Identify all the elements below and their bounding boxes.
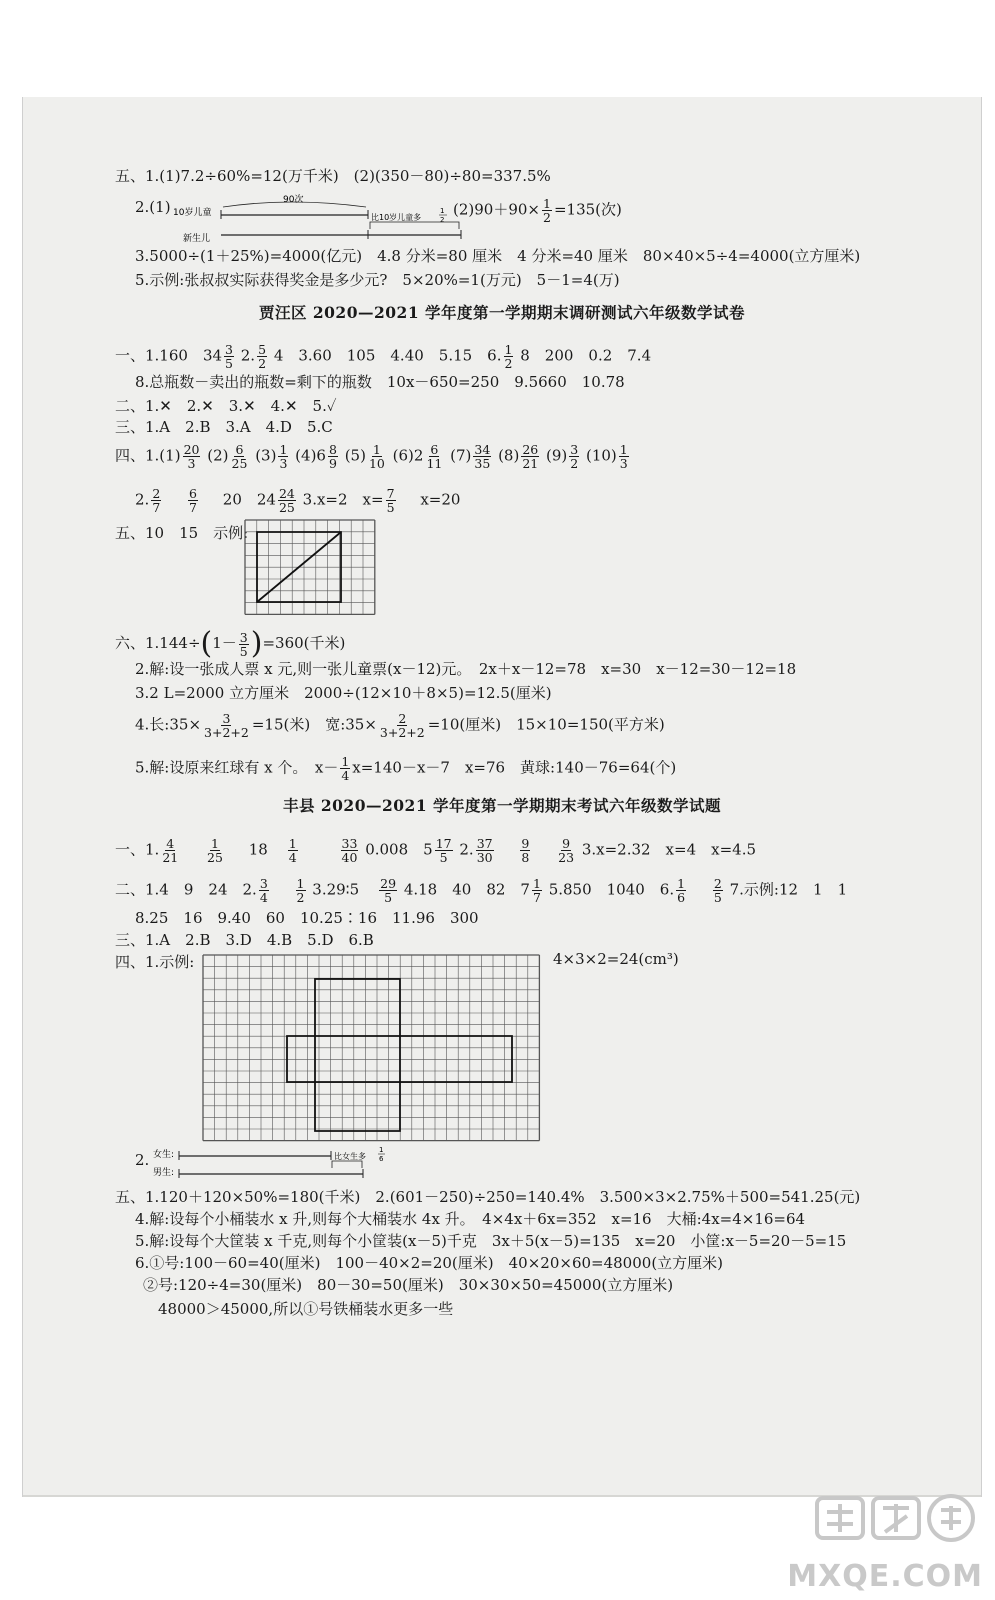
section-title: 丰县 2020—2021 学年度第一学期期末考试六年级数学试题	[282, 796, 722, 815]
answer-line: 五、1.(1)7.2÷60%=12(万千米) (2)(350－80)÷80=337.5%	[115, 167, 551, 185]
answer-line	[135, 198, 171, 216]
answer-line: (2)90＋90× $\frac{1}{2}$ =135(次)	[453, 196, 622, 225]
diagram-note: 比10岁儿童多	[371, 213, 422, 222]
answer-line: 5.示例:张叔叔实际获得奖金是多少元? 5×20%=1(万元) 5－1=4(万)	[135, 271, 620, 289]
answer-line: 3.5000÷(1＋25%)=4000(亿元) 4.8 分米=80 厘米 4 分米=40 厘米 80×40×5÷4=4000(立方厘米)	[135, 247, 861, 265]
answer-line: 3.2 L=2000 立方厘米 2000÷(12×10＋8×5)=12.5(厘米)	[135, 684, 552, 702]
answer-line: 二、1.✕ 2.✕ 3.✕ 4.✕ 5.✓	[115, 397, 337, 415]
answer-line: 五、1.120＋120×50%=180(千米) 2.(601－250)÷250=140.4% 3.500×3×2.75%＋500=541.25(元)	[115, 1188, 861, 1206]
bar-diagram	[171, 191, 471, 245]
bar-diagram	[151, 1142, 401, 1182]
answer-line: 4.解:设每个小桶装水 x 升,则每个大桶装水 4x 升。 4×4x＋6x=352 x=16 大桶:4x=4×16=64	[135, 1210, 806, 1228]
item-label: 2.(1)	[135, 198, 171, 216]
answer-line: 2. $\frac{2}{7}$ $\frac{6}{7}$ 20 24 $\frac{24}{25}$ 3.x=2 x= $\frac{7}{5}$ x=20	[135, 486, 461, 515]
answer-line: 5.解:设原来红球有 x 个。 x－ $\frac{1}{4}$ x=140－x－7 x=76 黄球:140－76=64(个)	[135, 754, 677, 783]
answer-line: 二、1.4 9 24 2. $\frac{3}{4}$ $\frac{1}{2}$ 3.29∶5 $\frac{29}{5}$ 4.18 40 82 7 $\frac{1}{7}$ 5.850 1040 6. $\frac{1}{6}$ $\frac{2}{5}$ 7.示例:12 1 1	[115, 876, 848, 905]
diagram-note: 比女生多	[334, 1152, 366, 1161]
answer-line: 6.①号:100－60=40(厘米) 100－40×2=20(厘米) 40×20×60=48000(立方厘米)	[135, 1254, 724, 1272]
grid-drawing	[201, 953, 551, 1143]
answer-line: ②号:120÷4=30(厘米) 80－30=50(厘米) 30×30×50=45000(立方厘米)	[143, 1276, 674, 1294]
svg-text:1: 1	[440, 207, 445, 215]
watermark-url: MXQE.COM	[787, 1559, 983, 1594]
answer-line: 5.解:设每个大筐装 x 千克,则每个小筐装(x－5)千克 3x＋5(x－5)=135 x=20 小筐:x－5=20－5=15	[135, 1232, 847, 1250]
answer-page	[22, 97, 982, 1497]
answer-line: 8.25 16 9.40 60 10.25∶16 11.96 300	[135, 909, 479, 927]
diagram-total: 90次	[283, 195, 304, 205]
svg-text:1: 1	[379, 1146, 384, 1154]
answer-line: 六、1.144÷(1－ $\frac{3}{5}$ )=360(千米)	[115, 626, 346, 661]
answer-line: 48000＞45000,所以①号铁桶装水更多一些	[158, 1300, 454, 1318]
grid-drawing	[241, 518, 376, 618]
diagram-label-children: 10岁儿童	[173, 208, 212, 218]
diagram-label-girls: 女生:	[153, 1150, 175, 1160]
answer-line: 四、1.(1) $\frac{20}{3}$ (2) $\frac{6}{25}$ (3) $\frac{1}{3}$ (4)6 $\frac{8}{9}$ (5) $\frac{1}{10}$ (6)2 $\frac{6}{11}$ (7) $\frac{34}{35}$ (8) $\frac{26}{21}$ (9) $\frac{3}{2}$ (10) $\frac{1}{3}$	[115, 442, 628, 471]
diagram-label-boys: 男生:	[153, 1168, 175, 1178]
section-title: 贾汪区 2020—2021 学年度第一学期期末调研测试六年级数学试卷	[258, 303, 746, 322]
answer-line: 4.长:35× $\frac{3}{3+2+2}$ =15(米) 宽:35× $\frac{2}{3+2+2}$ =10(厘米) 15×10=150(平方米)	[135, 711, 665, 740]
answer-line: 8.总瓶数－卖出的瓶数=剩下的瓶数 10x－650=250 9.5660 10.78	[135, 373, 625, 391]
svg-text:6: 6	[379, 1155, 384, 1163]
answer-line: 一、1.160 34 $\frac{3}{5}$ 2. $\frac{5}{2}$ 4 3.60 105 4.40 5.15 6. $\frac{1}{2}$ 8 200 0.2 7.4	[115, 342, 652, 371]
diagram-label-newborn: 新生儿	[183, 234, 211, 244]
answer-line: 2.	[135, 1151, 150, 1169]
answer-line: 四、1.示例:	[115, 953, 195, 971]
answer-line: 一、1. $\frac{4}{21}$ $\frac{1}{25}$ 18 $\frac{1}{4}$ $\frac{33}{40}$ 0.008 5 $\frac{17}{5}$ 2. $\frac{37}{30}$ $\frac{9}{8}$ $\frac{9}{23}$ 3.x=2.32 x=4 x=4.5	[115, 836, 757, 865]
answer-line: 2.解:设一张成人票 x 元,则一张儿童票(x－12)元。 2x＋x－12=78 x=30 x－12=30－12=18	[135, 660, 797, 678]
answer-line: 五、10 15 示例:	[115, 524, 249, 542]
answer-line: 三、1.A 2.B 3.A 4.D 5.C	[115, 418, 333, 436]
answer-line: 4×3×2=24(cm³)	[553, 950, 679, 968]
answer-line: 三、1.A 2.B 3.D 4.B 5.D 6.B	[115, 931, 374, 949]
svg-text:2: 2	[440, 216, 445, 224]
